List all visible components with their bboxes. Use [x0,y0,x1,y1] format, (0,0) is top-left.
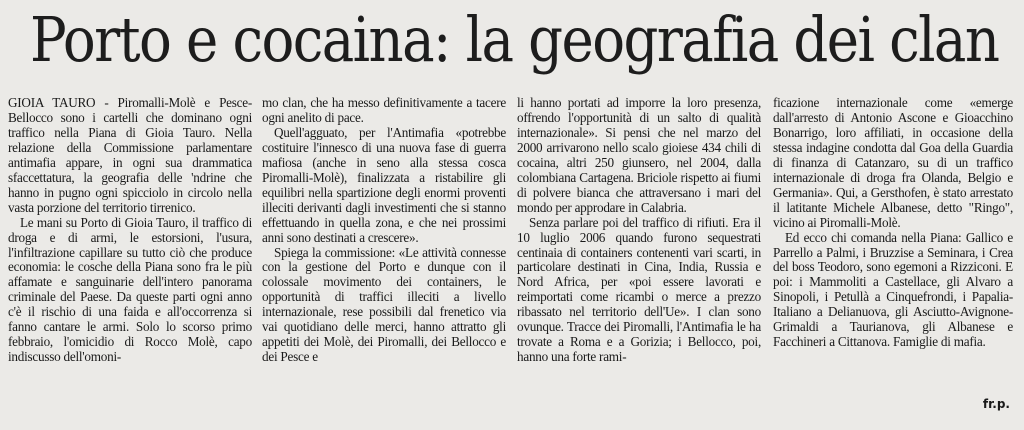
paragraph: Senza parlare poi del traffico di rifiuti. Era il 10 luglio 2006 quando furono sequestrati centinaia di containers contenenti vari scarti, in particolare destinati in Cina, India, Russia e Nord Africa, per «poi essere lavorati e reimportati come ricambi o merce a prezzo ribassato nel territorio dell'Ue». I clan sono ovunque. Tracce dei Piromalli, l'Antimafia le ha trovate a Roma e a Gorizia; i Bellocco, poi, hanno una forte rami- [517,214,761,365]
article-column-4 [773,96,1013,350]
article-column-1 [8,96,252,365]
paragraph: Quell'agguato, per l'Antimafia «potrebbe costituire l'innesco di una nuova fase di guerra mafiosa (anche in seno alla stessa cosca Piromalli-Molè), finalizzata a ristabilire gli equilibri nella spartizione degli enormi proventi illeciti derivanti dagli investimenti che si stanno effettuando in quella zona, e che nei prossimi anni sono destinati a crescere». [262,124,506,245]
paragraph: Spiega la commissione: «Le attività connesse con la gestione del Porto e dunque con il colossale movimento dei containers, le opportunità di traffici illeciti a livello internazionale, rese possibili dal frenetico via vai quotidiano delle merci, hanno attratto gli appetiti dei Molè, dei Piromalli, dei Bellocco e dei Pesce e [262,244,506,365]
article-column-3 [517,96,761,365]
paragraph: mo clan, che ha messo definitivamente a tacere ogni anelito di pace. [262,95,506,125]
author-signature: fr.p. [982,397,1010,411]
article-column-2 [262,96,506,365]
paragraph: GIOIA TAURO - Piromalli-Molè e Pesce-Bellocco sono i cartelli che dominano ogni traffico nella Piana di Gioia Tauro. Nella relazione della Commissione parlamentare antimafia appare, in ogni sua drammatica sfaccettatura, la geografia delle 'ndrine che hanno in pugno ogni spicciolo in circolo nella vasta porzione del territorio tirrenico. [8,95,252,215]
article-headline: Porto e cocaina: la geografia dei clan [30,3,999,76]
paragraph: Ed ecco chi comanda nella Piana: Gallico e Parrello a Palmi, i Bruzzise a Seminara, i Crea del boss Teodoro, sono egemoni a Rizziconi. E poi: i Mammoliti a Castellace, gli Alvaro a Sinopoli, i Petullà a Cinquefrondi, i Papalia-Italiano a Delianuova, gli Asciutto-Avignone-Grimaldi a Taurianova, gli Albanese e Facchineri a Cittanova. Famiglie di mafia. [773,229,1013,350]
paragraph: ficazione internazionale come «emerge dall'arresto di Antonio Ascone e Gioacchino Bonarrigo, loro affiliati, in occasione della stessa indagine condotta dal Goa della Guardia di finanza di Catanzaro, su di un traffico internazionale di droga fra Olanda, Belgio e Germania». Qui, a Gersthofen, è stato arrestato il latitante Michele Albanese, detto "Ringo", vicino ai Piromalli-Molè. [773,95,1013,230]
paragraph: li hanno portati ad imporre la loro presenza, offrendo l'opportunità di un salto di qualità internazionale». Si pensi che nel marzo del 2000 arrivarono nello scalo gioiese 434 chili di cocaina, altri 250 giunsero, nel 2004, dalla colombiana Cartagena. Briciole rispetto ai fiumi di polvere bianca che attraversano i mari del mondo per approdare in Calabria. [517,95,761,215]
paragraph: Le mani su Porto di Gioia Tauro, il traffico di droga e di armi, le estorsioni, l'usura, l'infiltrazione capillare su tutto ciò che produce economia: le cosche della Piana sono fra le più affamate e sanguinarie dell'intero panorama criminale del Paese. Da queste parti ogni anno c'è il rischio di una faida e all'occorrenza si fanno cantare le armi. Solo lo scorso primo febbraio, l'omicidio di Rocco Molè, capo indiscusso dell'omoni- [8,214,252,365]
